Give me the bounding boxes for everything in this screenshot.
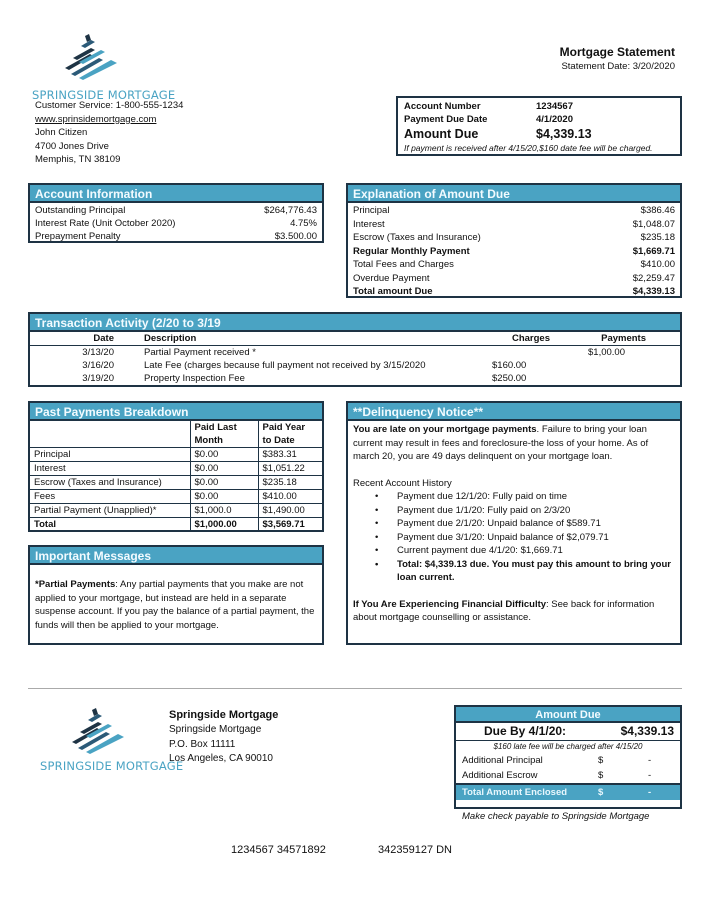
remit-city: Los Angeles, CA 90010 xyxy=(169,753,273,764)
financial-difficulty-note: If You Are Experiencing Financial Difficulty: See back for information about mortgage counselling or assistance. xyxy=(353,598,655,623)
account-number-label: Account Number xyxy=(404,101,481,112)
account-number: 1234567 xyxy=(536,101,573,112)
account-information-title: Account Information xyxy=(30,185,322,203)
transaction-row: 3/19/20 Property Inspection Fee $250.00 xyxy=(82,373,527,384)
due-by-label: Due By 4/1/20: xyxy=(484,724,567,738)
due-date: 4/1/2020 xyxy=(536,114,573,125)
payable-note: Make check payable to Springside Mortgage xyxy=(462,811,650,822)
important-messages-box xyxy=(28,545,324,645)
total-enclosed-row: Total Amount Enclosed $ - xyxy=(456,783,680,800)
explanation-row: Total Fees and Charges $410.00 xyxy=(353,259,675,270)
remit-logo xyxy=(62,706,132,754)
past-payments-box xyxy=(28,401,324,532)
transaction-activity-box xyxy=(28,312,682,387)
explanation-row: Escrow (Taxes and Insurance) $235.18 xyxy=(353,232,675,243)
company-logo-text: SPRINGSIDE MORTGAGE xyxy=(32,88,176,102)
past-payments-table xyxy=(30,421,322,531)
explanation-row: Total amount Due $4,339.13 xyxy=(353,286,675,297)
transaction-row: 3/13/20 Partial Payment received * $1,00.00 xyxy=(82,347,625,358)
history-total: • Total: $4,339.13 due. You must pay this amount to bring your loan current. xyxy=(353,558,675,585)
explanation-title: Explanation of Amount Due xyxy=(348,185,680,203)
history-item: • Payment due 12/1/20: Fully paid on time xyxy=(353,490,675,504)
account-history-list xyxy=(353,490,675,585)
past-payment-row: Principal $0.00 $383.31 xyxy=(30,448,322,462)
micr-left: 1234567 34571892 xyxy=(231,844,326,856)
additional-principal-input[interactable]: - xyxy=(648,755,652,766)
account-info-row: Prepayment Penalty $3.500.00 xyxy=(35,231,317,242)
due-by-amount: $4,339.13 xyxy=(620,724,674,738)
past-payment-row: Fees $0.00 $410.00 xyxy=(30,490,322,504)
statement-title: Mortgage Statement xyxy=(559,45,675,59)
past-payment-total-row: Total $1,000.00 $3,569.71 xyxy=(30,518,322,532)
transaction-table xyxy=(30,332,680,385)
transaction-activity-title: Transaction Activity (2/20 to 3/19 xyxy=(30,314,680,332)
account-summary-box xyxy=(396,96,682,156)
explanation-row: Interest $1,048.07 xyxy=(353,218,675,230)
additional-escrow-input[interactable]: - xyxy=(648,770,652,781)
remit-name: Springside Mortgage xyxy=(169,724,262,735)
delinquency-notice-title: **Delinquency Notice** xyxy=(348,403,680,421)
history-item: • Payment due 1/1/20: Fully paid on 2/3/20 xyxy=(353,504,675,518)
additional-principal-row: Additional Principal $ - xyxy=(462,755,652,766)
col-paid-last-month: Paid Last Month xyxy=(190,421,258,448)
past-payments-title: Past Payments Breakdown xyxy=(30,403,322,421)
transaction-row: 3/16/20 Late Fee (charges because full payment not received by 3/15/2020 $160.00 xyxy=(82,360,527,371)
remit-name-bold: Springside Mortgage xyxy=(169,709,279,721)
account-history-title: Recent Account History xyxy=(353,477,452,489)
explanation-row: Overdue Payment $2,259.47 xyxy=(353,272,675,284)
remit-po-box: P.O. Box 11111 xyxy=(169,738,236,750)
past-payment-row: Partial Payment (Unapplied)* $1,000.0 $1,490.00 xyxy=(30,504,322,518)
company-logo xyxy=(55,32,125,80)
account-info-row: Outstanding Principal $264,776.43 xyxy=(35,205,317,216)
explanation-row: Regular Monthly Payment $1,669.71 xyxy=(353,245,675,257)
tear-off-divider xyxy=(28,688,682,689)
past-payment-row: Escrow (Taxes and Insurance) $0.00 $235.18 xyxy=(30,476,322,490)
amount-due: $4,339.13 xyxy=(536,127,592,141)
delinquency-lead: You are late on your mortgage payments. Failure to bring your loan current may result in fees and foreclosure-the loss of your home. As of march 20, you are 49 days delinquent on your mortgage loan. xyxy=(353,424,649,462)
col-description: Description xyxy=(144,333,197,344)
recipient-address-1: 4700 Jones Drive xyxy=(35,140,109,152)
delinquency-notice-box xyxy=(346,401,682,645)
statement-date: Statement Date: 3/20/2020 xyxy=(561,61,675,72)
col-charges: Charges xyxy=(511,333,550,344)
coupon-late-note: $160 late fee will be charged after 4/15/20 xyxy=(493,742,643,751)
past-payment-row: Interest $0.00 $1,051.22 xyxy=(30,462,322,476)
remit-logo-text: SPRINGSIDE MORTGAGE xyxy=(40,759,184,773)
due-date-label: Payment Due Date xyxy=(404,114,488,125)
recipient-address-2: Memphis, TN 38109 xyxy=(35,154,121,165)
col-paid-ytd: Paid Year to Date xyxy=(258,421,322,448)
micr-right: 342359127 DN xyxy=(378,844,453,856)
company-website-link[interactable]: www.sprinsidemortgage.com xyxy=(35,113,157,125)
customer-service-phone: Customer Service: 1-800-555-1234 xyxy=(35,100,184,111)
additional-escrow-row: Additional Escrow $ - xyxy=(462,770,652,781)
total-enclosed-input[interactable]: - xyxy=(648,787,652,798)
col-date: Date xyxy=(93,333,114,344)
account-information-box xyxy=(28,183,324,243)
account-info-row: Interest Rate (Unit October 2020) 4.75% xyxy=(35,218,317,229)
logo-mark-icon xyxy=(55,32,125,80)
partial-payments-message: *Partial Payments: Any partial payments that you make are not applied to your mortgage, but instead are held in a separate suspense account. If you pay the balance of a partial payment, the funds will then be applied to your mortgage. xyxy=(35,579,315,631)
explanation-box xyxy=(346,183,682,298)
recipient-name: John Citizen xyxy=(35,127,88,138)
explanation-row: Principal $386.46 xyxy=(353,205,675,216)
important-messages-title: Important Messages xyxy=(30,547,322,565)
amount-due-label: Amount Due xyxy=(404,127,479,141)
col-payments: Payments xyxy=(601,333,646,344)
logo-mark-icon xyxy=(62,706,132,754)
payment-coupon xyxy=(454,705,682,809)
late-fee-note: If payment is received after 4/15/20,$160 date fee will be charged. xyxy=(404,143,653,153)
history-item: • Payment due 3/1/20: Unpaid balance of $2,079.71 xyxy=(353,531,675,545)
coupon-title: Amount Due xyxy=(456,707,680,723)
history-item: • Payment due 2/1/20: Unpaid balance of $589.71 xyxy=(353,517,675,531)
history-item: • Current payment due 4/1/20: $1,669.71 xyxy=(353,544,675,558)
